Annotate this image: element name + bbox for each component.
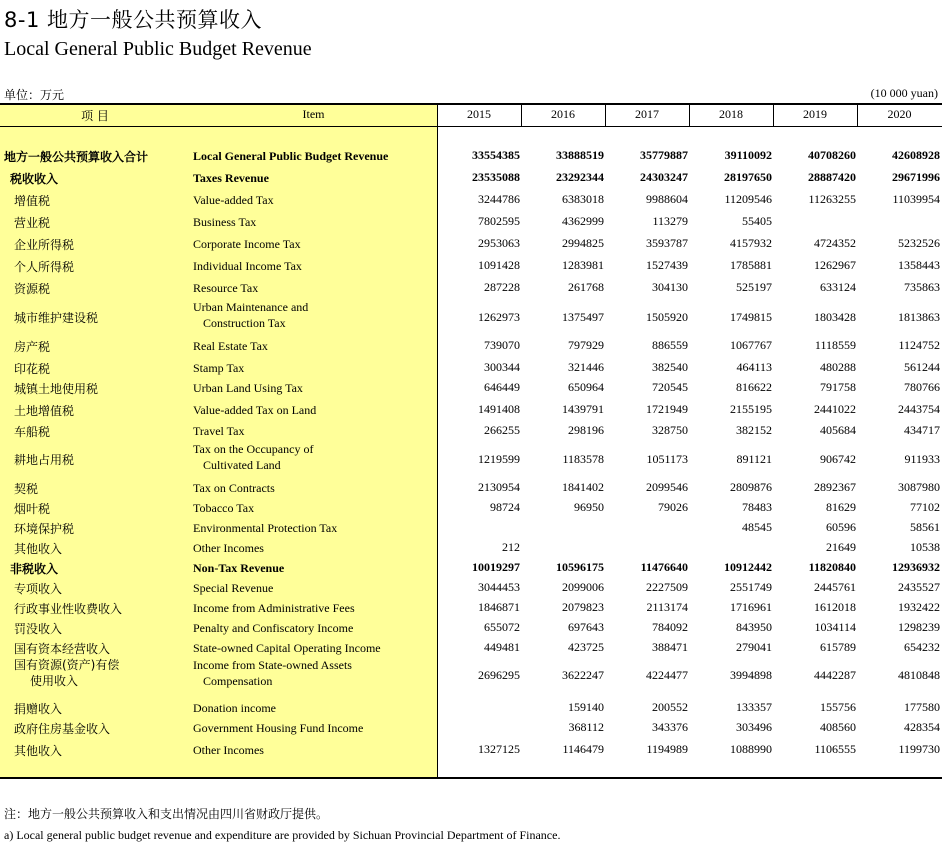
value-cell: 408560 <box>820 720 856 734</box>
table-row <box>0 422 942 440</box>
row-label-cn: 耕地占用税 <box>14 453 75 467</box>
value-cell: 10019297 <box>472 560 520 574</box>
value-cell: 2892367 <box>814 480 856 494</box>
value-cell: 7802595 <box>478 214 520 228</box>
value-cell: 21649 <box>826 540 856 554</box>
value-cell: 177580 <box>904 700 940 714</box>
value-cell: 1841402 <box>562 480 604 494</box>
table-row <box>0 213 942 231</box>
value-cell: 4442287 <box>814 668 856 682</box>
table-row <box>0 579 942 597</box>
value-cell: 4810848 <box>898 668 940 682</box>
value-cell: 2099006 <box>562 580 604 594</box>
value-cell: 29671996 <box>892 170 940 184</box>
value-cell: 816622 <box>736 380 772 394</box>
value-cell: 1067767 <box>730 338 772 352</box>
value-cell: 10596175 <box>556 560 604 574</box>
value-cell: 480288 <box>820 360 856 374</box>
value-cell: 1199730 <box>898 742 940 756</box>
row-label-en: Other Incomes <box>193 541 264 555</box>
value-cell: 797929 <box>568 338 604 352</box>
revenue-table <box>0 103 942 779</box>
value-cell: 4362999 <box>562 214 604 228</box>
value-cell: 615789 <box>820 640 856 654</box>
value-cell: 11209546 <box>724 192 772 206</box>
value-cell: 4224477 <box>646 668 688 682</box>
value-cell: 791758 <box>820 380 856 394</box>
value-cell: 428354 <box>904 720 940 734</box>
value-cell: 1106555 <box>814 742 856 756</box>
value-cell: 96950 <box>574 500 604 514</box>
page-title-en: Local General Public Budget Revenue <box>4 38 312 60</box>
value-cell: 48545 <box>742 520 772 534</box>
row-label-en: Special Revenue <box>193 581 274 595</box>
value-cell: 303496 <box>736 720 772 734</box>
value-cell: 1283981 <box>562 258 604 272</box>
row-label-en: Value-added Tax on Land <box>193 403 317 417</box>
value-cell: 79026 <box>658 500 688 514</box>
value-cell: 1612018 <box>814 600 856 614</box>
row-label-en: Donation income <box>193 701 276 715</box>
header-year: 2015 <box>467 107 491 121</box>
value-cell: 388471 <box>652 640 688 654</box>
value-cell: 2435527 <box>898 580 940 594</box>
value-cell: 33888519 <box>556 148 604 162</box>
value-cell: 287228 <box>484 280 520 294</box>
row-label-cn: 增值税 <box>14 194 51 208</box>
value-cell: 633124 <box>820 280 856 294</box>
unit-label-cn: 单位：万元 <box>4 88 65 102</box>
row-label-cn: 土地增值税 <box>14 404 75 418</box>
value-cell: 2953063 <box>478 236 520 250</box>
table-row <box>0 169 942 187</box>
value-cell: 23292344 <box>556 170 604 184</box>
value-cell: 343376 <box>652 720 688 734</box>
row-label-cn: 税收收入 <box>10 172 59 186</box>
value-cell: 3087980 <box>898 480 940 494</box>
value-cell: 368112 <box>568 720 604 734</box>
value-cell: 784092 <box>652 620 688 634</box>
footnote-cn: 注：地方一般公共预算收入和支出情况由四川省财政厅提供。 <box>4 807 329 821</box>
value-cell: 1749815 <box>730 310 772 324</box>
table-row <box>0 741 942 759</box>
value-cell: 279041 <box>736 640 772 654</box>
table-top-rule <box>0 103 942 105</box>
row-label-en: Travel Tax <box>193 424 245 438</box>
value-cell: 28197650 <box>724 170 772 184</box>
value-cell: 2696295 <box>478 668 520 682</box>
value-cell: 1716961 <box>730 600 772 614</box>
table-row <box>0 479 942 497</box>
row-label-en: Taxes Revenue <box>193 171 269 185</box>
table-row <box>0 619 942 637</box>
table-row <box>0 337 942 355</box>
value-cell: 11039954 <box>892 192 940 206</box>
row-label-cn: 其他收入 <box>14 744 63 758</box>
value-cell: 200552 <box>652 700 688 714</box>
row-label-cn: 城市维护建设税 <box>14 311 99 325</box>
value-cell: 55405 <box>742 214 772 228</box>
value-cell: 40708260 <box>808 148 856 162</box>
value-cell: 449481 <box>484 640 520 654</box>
value-cell: 434717 <box>904 423 940 437</box>
header-item-cn: 项 目 <box>81 109 109 123</box>
value-cell: 300344 <box>484 360 520 374</box>
row-label-en: Tobacco Tax <box>193 501 255 515</box>
table-row <box>0 235 942 253</box>
table-row <box>0 639 942 657</box>
table-row <box>0 539 942 557</box>
row-label-cn: 罚没收入 <box>14 622 63 636</box>
row-label-cn: 其他收入 <box>14 542 63 556</box>
value-cell: 2079823 <box>562 600 604 614</box>
row-label-cn: 烟叶税 <box>14 502 51 516</box>
value-cell: 3994898 <box>730 668 772 682</box>
row-label-en: Income from State-owned Assets Compensation <box>193 658 352 688</box>
value-cell: 11263255 <box>808 192 856 206</box>
value-cell: 39110092 <box>724 148 772 162</box>
value-cell: 81629 <box>826 500 856 514</box>
row-label-en: Environmental Protection Tax <box>193 521 338 535</box>
value-cell: 328750 <box>652 423 688 437</box>
row-label-en: Tax on the Occupancy of Cultivated Land <box>193 442 314 472</box>
value-cell: 9988604 <box>646 192 688 206</box>
row-label-en: Other Incomes <box>193 743 264 757</box>
table-header-rule <box>0 126 942 127</box>
value-cell: 98724 <box>490 500 520 514</box>
value-cell: 405684 <box>820 423 856 437</box>
value-cell: 1298239 <box>898 620 940 634</box>
value-cell: 1088990 <box>730 742 772 756</box>
value-cell: 28887420 <box>808 170 856 184</box>
row-label-en: Penalty and Confiscatory Income <box>193 621 354 635</box>
row-label-cn: 捐赠收入 <box>14 702 63 716</box>
row-label-cn: 营业税 <box>14 216 51 230</box>
row-label-en: Income from Administrative Fees <box>193 601 355 615</box>
value-cell: 2113174 <box>646 600 688 614</box>
row-label-en: Real Estate Tax <box>193 339 268 353</box>
value-cell: 11476640 <box>640 560 688 574</box>
value-cell: 720545 <box>652 380 688 394</box>
value-cell: 2441022 <box>814 402 856 416</box>
table-row <box>0 599 942 617</box>
value-cell: 886559 <box>652 338 688 352</box>
table-row <box>0 301 942 335</box>
row-label-en: Value-added Tax <box>193 193 274 207</box>
value-cell: 1146479 <box>562 742 604 756</box>
row-label-cn: 契税 <box>14 482 39 496</box>
row-label-cn: 资源税 <box>14 282 51 296</box>
table-row <box>0 443 942 477</box>
value-cell: 655072 <box>484 620 520 634</box>
row-label-cn: 政府住房基金收入 <box>14 722 111 736</box>
value-cell: 1527439 <box>646 258 688 272</box>
header-year: 2017 <box>635 107 659 121</box>
value-cell: 423725 <box>568 640 604 654</box>
value-cell: 561244 <box>904 360 940 374</box>
table-row <box>0 191 942 209</box>
row-label-cn: 车船税 <box>14 425 51 439</box>
value-cell: 650964 <box>568 380 604 394</box>
value-cell: 23535088 <box>472 170 520 184</box>
value-cell: 5232526 <box>898 236 940 250</box>
row-label-en: State-owned Capital Operating Income <box>193 641 381 655</box>
row-label-cn: 个人所得税 <box>14 260 75 274</box>
value-cell: 2551749 <box>730 580 772 594</box>
header-year: 2020 <box>887 107 912 121</box>
value-cell: 1785881 <box>730 258 772 272</box>
page-title-cn: 8-1 地方一般公共预算收入 <box>4 8 262 32</box>
value-cell: 133357 <box>736 700 772 714</box>
value-cell: 906742 <box>820 452 856 466</box>
value-cell: 1124752 <box>898 338 940 352</box>
value-cell: 3593787 <box>646 236 688 250</box>
row-label-en: Resource Tax <box>193 281 259 295</box>
row-label-cn: 非税收入 <box>10 562 59 576</box>
row-label-cn: 国有资源(资产)有偿 使用收入 <box>14 658 120 688</box>
table-row <box>0 499 942 517</box>
value-cell: 24303247 <box>640 170 688 184</box>
value-cell: 1183578 <box>562 452 604 466</box>
value-cell: 654232 <box>904 640 940 654</box>
table-bottom-rule <box>0 777 942 779</box>
row-label-en: Government Housing Fund Income <box>193 721 364 735</box>
row-label-cn: 环境保护税 <box>14 522 75 536</box>
value-cell: 382152 <box>736 423 772 437</box>
value-cell: 3622247 <box>562 668 604 682</box>
value-cell: 2227509 <box>646 580 688 594</box>
table-row <box>0 559 942 577</box>
row-label-cn: 企业所得税 <box>14 238 75 252</box>
value-cell: 2099546 <box>646 480 688 494</box>
value-cell: 78483 <box>742 500 772 514</box>
value-cell: 1932422 <box>898 600 940 614</box>
row-label-en: Non-Tax Revenue <box>193 561 285 575</box>
value-cell: 1358443 <box>898 258 940 272</box>
footnote-en: a) Local general public budget revenue and expenditure are provided by Sichuan Provincial Department of Finance. <box>4 828 561 842</box>
value-cell: 60596 <box>826 520 856 534</box>
value-cell: 42608928 <box>892 148 940 162</box>
value-cell: 77102 <box>910 500 940 514</box>
value-cell: 1491408 <box>478 402 520 416</box>
row-label-cn: 城镇土地使用税 <box>14 382 99 396</box>
value-cell: 1813863 <box>898 310 940 324</box>
table-row <box>0 659 942 693</box>
value-cell: 6383018 <box>562 192 604 206</box>
row-label-cn: 地方一般公共预算收入合计 <box>4 150 149 164</box>
value-cell: 1375497 <box>562 310 604 324</box>
header-item-en: Item <box>302 107 325 121</box>
row-label-cn: 行政事业性收费收入 <box>14 602 123 616</box>
value-cell: 10538 <box>910 540 940 554</box>
value-cell: 212 <box>502 540 520 554</box>
value-cell: 1505920 <box>646 310 688 324</box>
value-cell: 1721949 <box>646 402 688 416</box>
value-cell: 304130 <box>652 280 688 294</box>
value-cell: 261768 <box>568 280 604 294</box>
value-cell: 525197 <box>736 280 772 294</box>
value-cell: 33554385 <box>472 148 520 162</box>
value-cell: 780766 <box>904 380 940 394</box>
table-row <box>0 379 942 397</box>
value-cell: 155756 <box>820 700 856 714</box>
value-cell: 4724352 <box>814 236 856 250</box>
value-cell: 1803428 <box>814 310 856 324</box>
value-cell: 4157932 <box>730 236 772 250</box>
value-cell: 1118559 <box>814 338 856 352</box>
value-cell: 10912442 <box>724 560 772 574</box>
value-cell: 3244786 <box>478 192 520 206</box>
value-cell: 911933 <box>904 452 940 466</box>
table-row <box>0 699 942 717</box>
value-cell: 298196 <box>568 423 604 437</box>
row-label-en: Corporate Income Tax <box>193 237 301 251</box>
value-cell: 35779887 <box>640 148 688 162</box>
row-label-en: Tax on Contracts <box>193 481 275 495</box>
value-cell: 2130954 <box>478 480 520 494</box>
value-cell: 11820840 <box>808 560 856 574</box>
value-cell: 1034114 <box>814 620 856 634</box>
table-row <box>0 147 942 165</box>
table-row <box>0 401 942 419</box>
value-cell: 2443754 <box>898 402 940 416</box>
row-label-en: Urban Land Using Tax <box>193 381 303 395</box>
row-label-cn: 专项收入 <box>14 582 63 596</box>
row-label-cn: 印花税 <box>14 362 51 376</box>
header-year: 2019 <box>803 107 827 121</box>
value-cell: 843950 <box>736 620 772 634</box>
value-cell: 464113 <box>736 360 772 374</box>
value-cell: 646449 <box>484 380 520 394</box>
value-cell: 1194989 <box>646 742 688 756</box>
value-cell: 1091428 <box>478 258 520 272</box>
value-cell: 58561 <box>910 520 940 534</box>
value-cell: 321446 <box>568 360 604 374</box>
unit-label-en: (10 000 yuan) <box>870 86 938 100</box>
row-label-en: Individual Income Tax <box>193 259 302 273</box>
table-row <box>0 519 942 537</box>
header-year: 2016 <box>551 107 575 121</box>
value-cell: 697643 <box>568 620 604 634</box>
table-row <box>0 279 942 297</box>
value-cell: 2994825 <box>562 236 604 250</box>
value-cell: 2809876 <box>730 480 772 494</box>
value-cell: 2155195 <box>730 402 772 416</box>
value-cell: 159140 <box>568 700 604 714</box>
value-cell: 266255 <box>484 423 520 437</box>
value-cell: 1846871 <box>478 600 520 614</box>
value-cell: 382540 <box>652 360 688 374</box>
table-row <box>0 257 942 275</box>
row-label-en: Local General Public Budget Revenue <box>193 149 389 163</box>
table-row <box>0 359 942 377</box>
value-cell: 113279 <box>652 214 688 228</box>
value-cell: 1262973 <box>478 310 520 324</box>
value-cell: 1439791 <box>562 402 604 416</box>
table-row <box>0 719 942 737</box>
value-cell: 2445761 <box>814 580 856 594</box>
header-year: 2018 <box>719 107 743 121</box>
value-cell: 1262967 <box>814 258 856 272</box>
value-cell: 3044453 <box>478 580 520 594</box>
value-cell: 735863 <box>904 280 940 294</box>
row-label-en: Stamp Tax <box>193 361 245 375</box>
value-cell: 1051173 <box>646 452 688 466</box>
row-label-cn: 房产税 <box>14 340 51 354</box>
row-label-en: Urban Maintenance and Construction Tax <box>193 300 309 330</box>
row-label-cn: 国有资本经营收入 <box>14 642 111 656</box>
value-cell: 1219599 <box>478 452 520 466</box>
row-label-en: Business Tax <box>193 215 257 229</box>
value-cell: 739070 <box>484 338 520 352</box>
value-cell: 1327125 <box>478 742 520 756</box>
value-cell: 12936932 <box>892 560 940 574</box>
value-cell: 891121 <box>736 452 772 466</box>
